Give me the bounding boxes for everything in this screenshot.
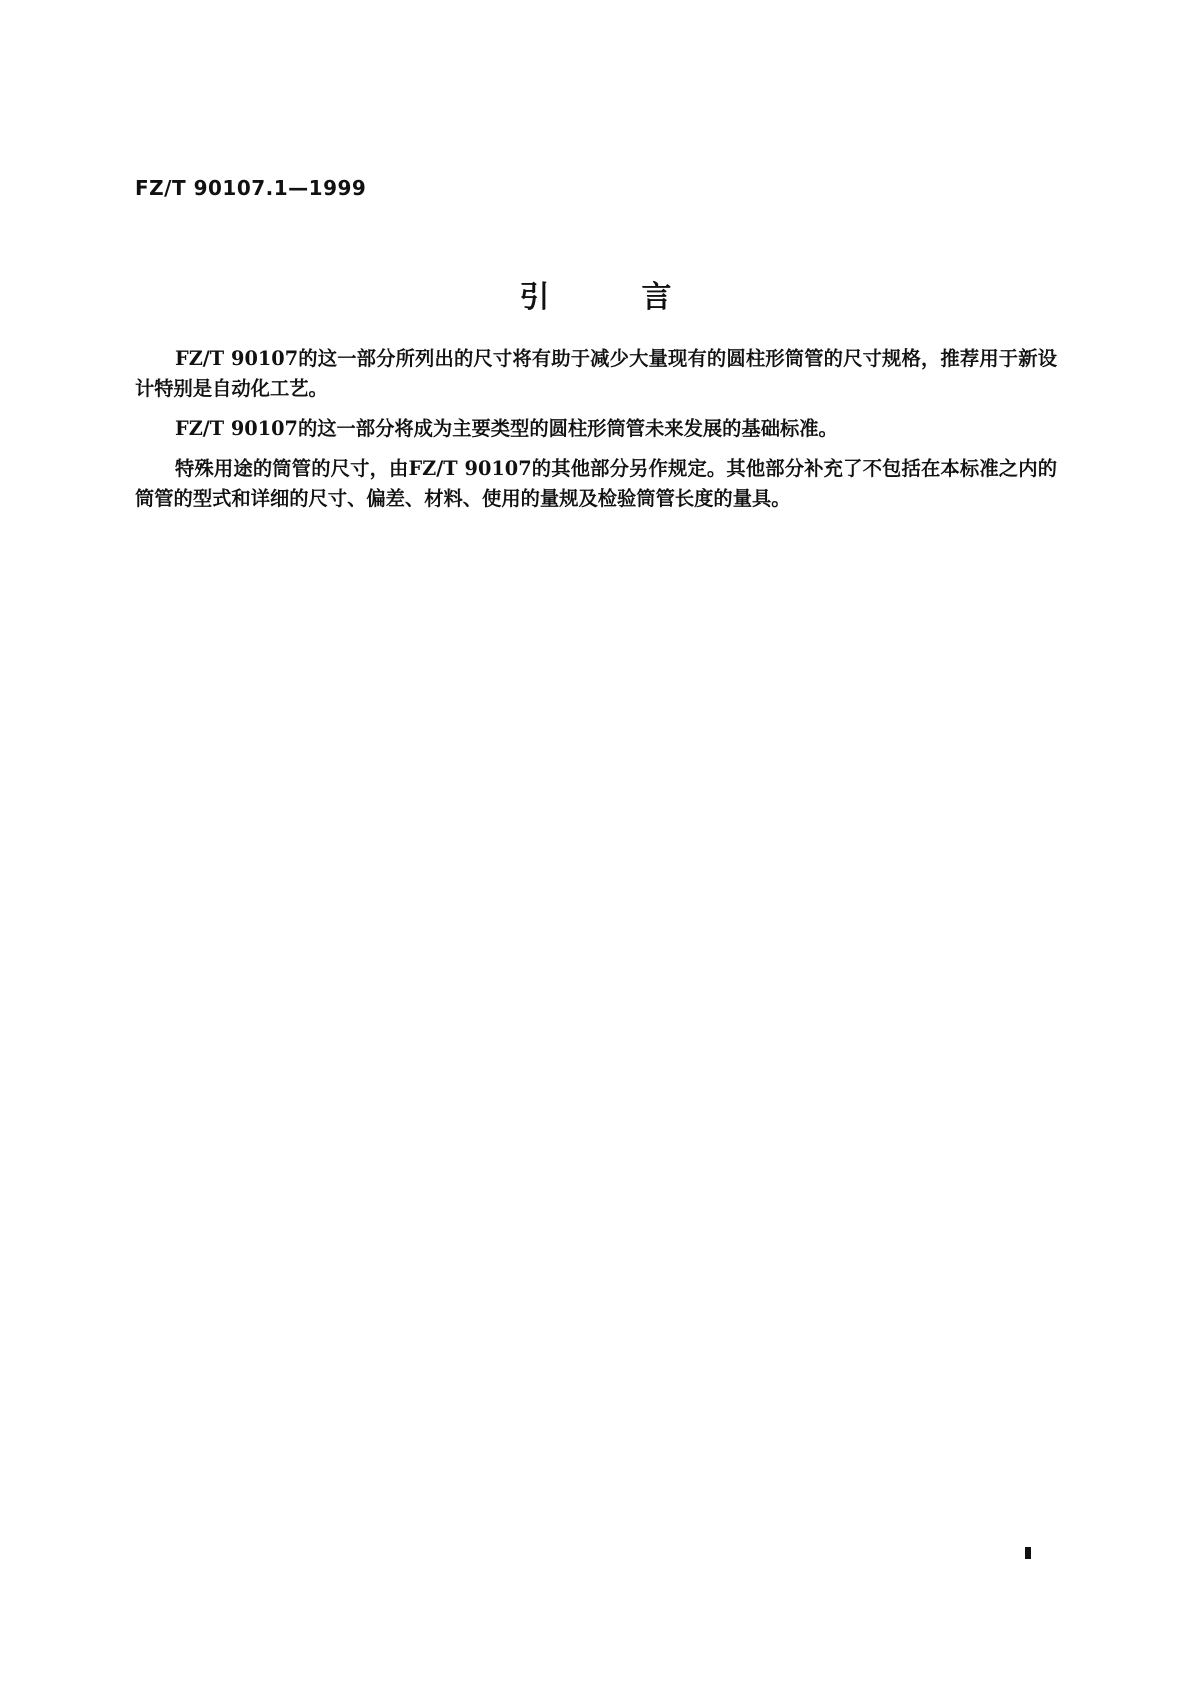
introduction-body bbox=[135, 344, 1057, 524]
page-number-roman bbox=[1025, 1547, 1031, 1559]
paragraph-3: 特殊用途的筒管的尺寸，由FZ/T 90107的其他部分另作规定。其他部分补充了不包括在本标准之内的筒管的型式和详细的尺寸、偏差、材料、使用的量规及检验筒管长度的量具。 bbox=[135, 457, 1057, 510]
standard-code: FZ/T 90107.1—1999 bbox=[135, 176, 367, 200]
paragraph-1: FZ/T 90107的这一部分所列出的尺寸将有助于减少大量现有的圆柱形筒管的尺寸规格，推荐用于新设计特别是自动化工艺。 bbox=[135, 347, 1057, 400]
title-char-1: 引 bbox=[519, 280, 550, 315]
page-title bbox=[0, 272, 1191, 316]
paragraph-2: FZ/T 90107的这一部分将成为主要类型的圆柱形筒管未来发展的基础标准。 bbox=[175, 417, 838, 440]
title-char-2: 言 bbox=[641, 280, 672, 315]
